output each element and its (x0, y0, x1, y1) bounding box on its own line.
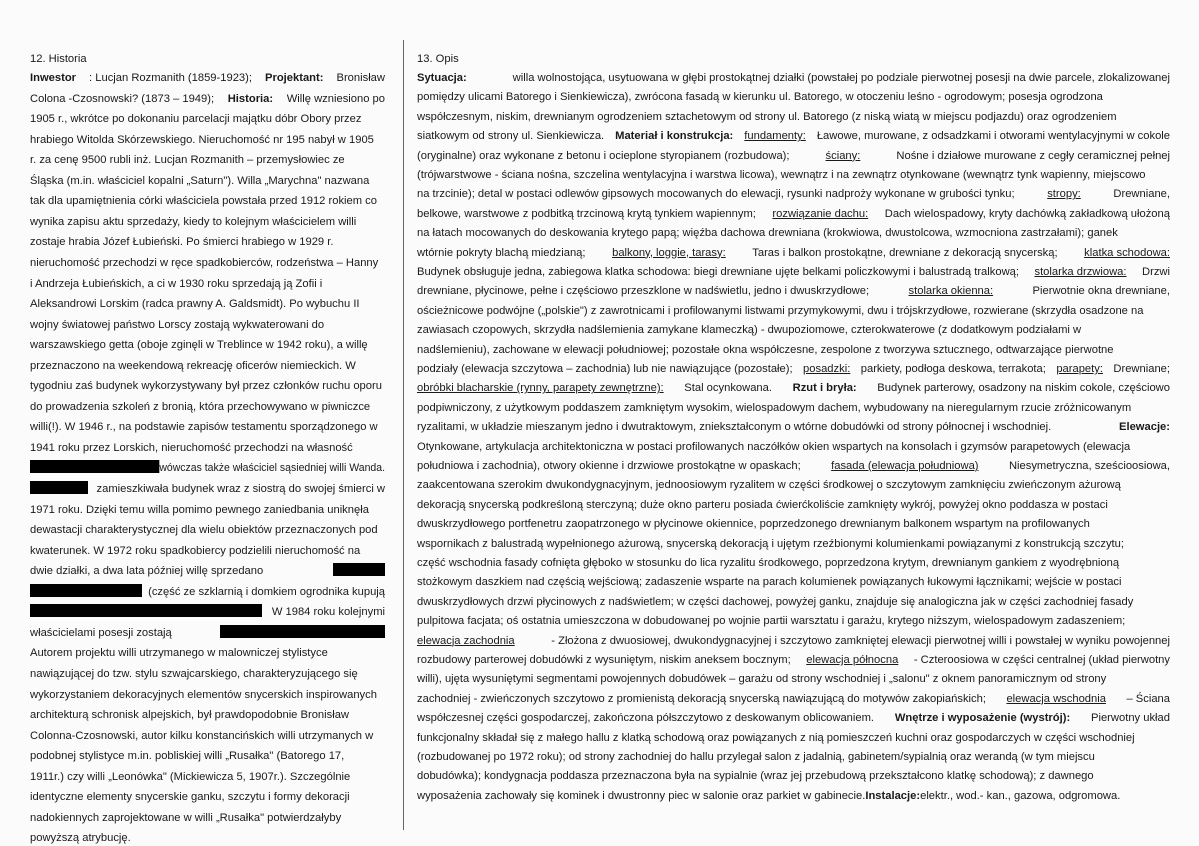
text-line (30, 152, 385, 168)
text-span: Aleksandrowi Lorskim (radca prawny A. Galdsmidt). Po wybuchu II (30, 298, 360, 311)
text-span: podpiwniczony, z użytkowym poddaszem zamkniętym wysokim, wielospadowym dachem, wybudowany na nieregularnym rzucie zróżnicowanym (417, 401, 1132, 414)
text-line (417, 768, 1170, 784)
text-span: – Ściana (1126, 692, 1170, 705)
bold-label: Elewacje: (1119, 421, 1170, 434)
bold-label: Inwestor (30, 72, 77, 84)
text-span: podobnej stylistyce m.in. pobliskiej willi „Rusałka" (Batorego 17, (30, 750, 345, 763)
description-heading: 13. Opis (417, 53, 459, 65)
underlined-term: rozwiązanie dachu: (772, 207, 869, 220)
text-line (30, 111, 385, 127)
text-line (417, 633, 1170, 649)
text-line (417, 225, 1170, 241)
text-span: funkcjonalny składał się z małego hallu z klatką schodową oraz powiązanych z nią pomieszczeń kuchni oraz gospodarczych w części wschodniej (417, 731, 1135, 744)
text-line (30, 337, 385, 353)
underlined-term: elewacja wschodnia (1006, 692, 1106, 705)
text-line (30, 419, 385, 435)
text-span: Nośne i działowe murowane z cegły ceramicznej pełnej (896, 149, 1170, 162)
text-span: parkiety, podłoga deskowa, terrakota; (860, 363, 1046, 375)
text-line (30, 666, 385, 682)
underlined-term: fasada (elewacja południowa) (831, 460, 979, 472)
bold-label: Instalacje: (865, 789, 921, 802)
text-span: Drewniane, (1113, 188, 1170, 201)
redaction-block (30, 604, 262, 617)
text-line (30, 378, 385, 394)
text-span: Willę wzniesiono po (286, 92, 385, 105)
text-line (30, 707, 385, 723)
text-span: Autorem projektu willi utrzymanego w malowniczej stylistyce (30, 647, 328, 660)
text-span: dobudówka); kondygnacja poddasza przeznaczona była na sypialnie (wraz jej przebudową przekształcono klatkę schodową); z dawnego (417, 770, 1094, 783)
text-span: Colonna-Czosnowski, autor kilku konstancińskich willi utrzymanych w (30, 729, 374, 742)
text-span: wynika zapisu aktu sprzedaży, kiedy to kolejnym właścicielem willi (30, 215, 357, 228)
text-span: współczesnej części gospodarczej, zakończona półszczytowo z deskowanym oblicowaniem. (417, 712, 875, 725)
bold-label: Wnętrze i wyposażenie (wystrój): (894, 712, 1071, 725)
text-span: wyposażenia zachowały się kominek i dwustronny piec w salonie oraz parkiet w gabinecie. (417, 789, 866, 802)
text-line (417, 691, 1170, 707)
text-span: (trójwarstwowe - ściana nośna, szczelina wentylacyjna i warstwa licowa), wewnątrz i na zewnątrz otynkowane (wewnątrz tynk wapienny, miejscowo (417, 169, 1146, 181)
text-span: belkowe, warstwowe z podbitką trzcinową krytą tynkiem wapiennym; (417, 207, 756, 220)
underlined-term: stolarka drzwiowa: (1034, 266, 1127, 278)
text-line (417, 536, 1170, 552)
text-span: Dach wielospadowy, kryty dachówką zakładkową ułożoną (884, 207, 1170, 220)
underlined-term: elewacja zachodnia (417, 634, 515, 647)
text-line (30, 173, 385, 189)
text-span: Otynkowane, artykulacja architektoniczna w postaci profilowanych naczółków okien wspartych na konsolach i gzymsów parapetowych (elewacja (417, 440, 1131, 453)
text-span: (rozbudowanej po 1972 roku); od strony zachodniej do hallu przylegał salon z jadalnią, gabinetem/sypialnią oraz werandą (w tym miejscu (417, 751, 1095, 763)
text-span: zamieszkiwała budynek wraz z siostrą do swojej śmierci w (96, 483, 385, 495)
text-line (30, 543, 385, 559)
text-span: zaakcentowana szerokim dwukondygnacyjnym, jednoosiowym ryzalitem w części środkowej o szczytowym zamknięciu zwieńczonym ażurową (417, 479, 1121, 492)
underlined-term: klatka schodowa: (1084, 246, 1170, 259)
text-line (30, 563, 385, 579)
text-line (417, 671, 1170, 687)
text-span: tygodniu zaś budynek wykorzystywany był przez członków ruchu oporu (30, 380, 382, 393)
text-line (417, 303, 1170, 319)
text-line (30, 810, 385, 826)
text-span: 1905 r., wkrótce po dokonaniu parcelacji majątku dóbr Obory przez (30, 113, 362, 126)
text-line (30, 214, 385, 230)
text-span: W 1984 roku kolejnymi (271, 606, 385, 619)
text-span: Drzwi (1142, 266, 1170, 278)
text-line (30, 728, 385, 744)
bold-label: Materiał i konstrukcja: (615, 130, 734, 143)
text-span: r. za cenę 9500 rubli inż. Lucjan Rozmanith – przemysłowiec ze (30, 154, 345, 167)
text-span: wtórnie pokryty blachą miedzianą; (417, 246, 586, 259)
text-span: willa wolnostojąca, usytuowana w głębi prostokątnej działki (powstałej po podziale pierwotnej posesji na dwie parcele, zlokalizowanej (512, 72, 1170, 84)
underlined-term: ściany: (825, 149, 861, 162)
text-line (30, 687, 385, 703)
text-line (417, 264, 1170, 280)
text-span: nawiązującej do tzw. stylu szwajcarskiego, charakteryzującego się (30, 667, 358, 680)
text-line (417, 167, 1170, 183)
text-line (30, 830, 385, 846)
text-span: dwuskrzydłowego portfenetru zaopatrzonego w płycinowe okiennice, poprzedzonego drewnianym balkonem wspartym na profilowanych (417, 518, 1090, 531)
text-span: tak dla upamiętnienia córki właściciela powstała przed 1912 rokiem co (30, 195, 377, 208)
redaction-block (220, 625, 385, 638)
text-span: 1971 roku. Dzięki temu willa pomimo pewnego zaniedbania uniknęła (30, 503, 369, 516)
underlined-term: stolarka okienna: (908, 285, 994, 298)
text-span: architekturą schronisk alpejskich, był prawdopodobnie Bronisław (30, 709, 350, 722)
text-line (30, 358, 385, 374)
text-span: hrabiego Witolda Skórzewskiego. Nieruchomość nr 195 nabył w 1905 (30, 133, 374, 146)
text-span: - Czteroosiowa w części centralnej (układ pierwotny (913, 654, 1170, 666)
text-span: (oryginalne) oraz wykonane z betonu i ocieplone styropianem (rozbudowa); (417, 149, 790, 162)
text-span: stożkowym daszkiem nad częścią wejściową; zadaszenie wsparte na parach kolumienek powiązanych łukowymi łącznikami; wejście w postaci (417, 576, 1122, 589)
text-span: zachodniej - zwieńczonych szczytowo z promienistą dekoracją snycerską nawiązującą do motywów zakopiańskich; (417, 692, 986, 705)
text-line (30, 502, 385, 518)
redaction-block (30, 584, 142, 597)
text-line (417, 128, 1170, 144)
text-span: Budynek obsługuje jedna, zabiegowa klatka schodowa: biegi drewniane ujęte belkami policzkowymi i balustradą tralkową; (417, 266, 1019, 278)
redaction-block (30, 481, 88, 494)
text-span: wówczas także właściciel sąsiedniej willi Wanda. (159, 462, 385, 475)
text-line (30, 604, 385, 620)
text-line (417, 380, 1170, 396)
text-line (30, 317, 385, 333)
text-line (417, 788, 1170, 804)
text-line (417, 400, 1170, 416)
text-line (30, 625, 385, 641)
bold-label: Sytuacja: (417, 72, 467, 84)
text-line (417, 516, 1170, 532)
text-span: dekoracją snycerską podkreśloną sterczyną; duże okno parteru posiada ćwierćkoliście zamknięty wykrój, powyżej okno poddasza w postaci (417, 498, 1108, 511)
history-heading: 12. Historia (30, 53, 87, 65)
text-line (30, 789, 385, 805)
redaction-block (333, 563, 385, 576)
text-span: wykorzystaniem dekoracyjnych elementów snycerskich inspirowanych (30, 688, 377, 701)
underlined-term: obróbki blacharskie (rynny, parapety zewnętrzne): (417, 382, 664, 395)
text-line (30, 481, 385, 497)
text-span: willi(!). W 1946 r., na podstawie zapisów testamentu sporządzonego w (30, 421, 378, 434)
text-span: właścicielami posesji zostają (30, 626, 172, 639)
text-span: podziały (elewacja szczytowa – zachodnia) lub nie nawiązujące (pozostałe); (417, 363, 793, 375)
text-span: Colona -Czosnowski? (1873 – 1949); (30, 92, 215, 105)
text-line (30, 70, 385, 86)
text-span: Śląska (m.in. właściciel kopalni „Saturn"). Willa „Marychna" nazwana (30, 174, 370, 187)
text-span: Niesymetryczna, sześcioosiowa, (1008, 460, 1170, 472)
text-span: nadokiennych zaprojektowane w willi „Rusałka" potwierdzałyby (30, 811, 342, 824)
text-span: ościeżnicowe podwójne („polskie") z zawrotnicami i profilowanymi listwami przymykowymi, dwu i trójskrzydłowe, rozwierane (skrzydła osadzone na (417, 304, 1144, 317)
text-span: warszawskiego getta (oboje zginęli w Treblince w 1942 roku), a willę (30, 339, 368, 352)
bold-label: Historia: (227, 92, 274, 105)
bold-label: Projektant: (265, 72, 324, 84)
text-span: Drewniane; (1113, 363, 1170, 375)
text-span: - Złożona z dwuosiowej, dwukondygnacyjnej i szczytowo zamkniętej elewacji pierwotnej willi i powstałej w wyniku powojennej (551, 634, 1170, 647)
text-span: (część ze szklarnią i domkiem ogrodnika kupują (148, 585, 385, 598)
redaction-block (30, 460, 159, 473)
text-span: willi), ujęta wysuniętymi segmentami powojennych dobudówek – garażu od strony wschodniej i „salonu" z oknem panoramicznym od strony (417, 673, 1107, 686)
text-line (417, 594, 1170, 610)
text-span: współczesnym, niskim, drewnianym ogrodzeniem sztachetowym od strony ul. Batorego (z niską wiatą w miejscu podjazdu) oraz ogrodzeniem (417, 110, 1117, 123)
text-span: zawiasach czopowych, skrzydła nadślemienia zamykane klameczką) - dwupoziomowe, czterokwaterowe (z dodatkowym podziałami w (417, 324, 1082, 337)
text-line (30, 91, 385, 107)
text-span: Taras i balkon prostokątne, drewniane z dekoracją snycerską; (752, 246, 1058, 259)
text-span: kwaterunek. W 1972 roku spadkobiercy podzielili nieruchomość na (30, 544, 361, 557)
text-line (417, 439, 1170, 455)
underlined-term: posadzki: (803, 363, 851, 375)
text-span: Budynek parterowy, osadzony na niskim cokole, częściowo (877, 382, 1170, 395)
underlined-term: stropy: (1047, 188, 1081, 201)
text-line (417, 574, 1170, 590)
text-span: na trzcinie); detal w postaci odlewów gipsowych mocowanych do elewacji, rysunki nadproży wykonane w grubości tynku; (417, 188, 1015, 201)
bold-label: Rzut i bryła: (792, 382, 857, 395)
text-span: identyczne elementy snycerskie ganku, szczytu i formy dekoracji (30, 791, 350, 804)
text-span: Stal ocynkowana. (684, 382, 772, 395)
text-span: dwie działki, a dwa lata później willę sprzedano (30, 565, 264, 578)
text-span: nieruchomość przechodzi w ręce spadkobierców, rodzeństwa – Hanny (30, 256, 379, 269)
text-line (30, 440, 385, 456)
text-span: siatkowym od strony ul. Sienkiewicza. (417, 130, 605, 143)
text-line (417, 419, 1170, 435)
text-line (417, 186, 1170, 202)
text-line (417, 361, 1170, 377)
text-span: drewniane, płycinowe, pełne i częściowo przeszklone w nadświetlu, jedno i dwuskrzydłowe; (417, 285, 870, 298)
text-span: przeznaczono na weekendową rekreację oficerów niemieckich. W (30, 359, 356, 372)
text-line (417, 322, 1170, 338)
text-line (417, 613, 1170, 629)
text-line (417, 89, 1170, 105)
text-line (417, 555, 1170, 571)
text-line (417, 206, 1170, 222)
text-span: zostaje hrabia Józef Łubieński. Po śmierci hrabiego w 1929 r. (30, 236, 334, 249)
text-span: nadślemieniu), zachowane w elewacji południowej; pozostałe okna współczesne, zespolone z tworzywa sztucznego, odtwarzające pierwotne (417, 343, 1114, 356)
text-span: : Lucjan Rozmanith (1859-1923); (89, 72, 252, 84)
text-span: część wschodnia fasady cofnięta głęboko w stosunku do lica ryzalitu środkowego, poprzedzona krytym, drewnianym gankiem z wyodrębnioną (417, 557, 1120, 569)
text-span: wojny światowej państwo Lorscy zostają wykwaterowani do (30, 318, 325, 331)
underlined-term: fundamenty: (744, 130, 806, 143)
text-line (417, 70, 1170, 86)
text-span: i Andrzeja Łubieńskich, a ci w 1930 roku sprzedają ją Zofii i (30, 277, 323, 290)
underlined-term: parapety: (1056, 363, 1103, 375)
text-line (30, 460, 385, 476)
text-span: rozbudowy parterowej dobudówki z wysuniętym, niskim aneksem bocznym; (417, 654, 791, 666)
text-span: wspornikach z balustradą wypełnionego ażurową, snycerską dekoracją i ujętym rzeźbionymi kolumienkami powiązanymi z konstrukcją szczytu; (417, 537, 1124, 550)
text-span: ryzalitami, w układzie mieszanym jedno i dwutraktowym, zniekształconym o wtórne dobudówki od strony północnej i wschodniej. (417, 421, 1052, 434)
text-span: 1941 roku przez Lorskich, nieruchomość przechodzi na własność (30, 441, 353, 454)
text-span: dwuskrzydłowych drzwi płycinowych z nadświetlem; w części dachowej, powyżej ganku, znajduje się analogiczna jak w części zachodniej fasady (417, 595, 1134, 608)
text-line (417, 652, 1170, 668)
text-line (30, 296, 385, 312)
text-line (30, 276, 385, 292)
text-span: Bronisław (336, 72, 385, 84)
text-line (30, 522, 385, 538)
text-line (30, 399, 385, 415)
text-line (417, 710, 1170, 726)
text-span: pulpitowa facjata; oś ostatnia umieszczona w dobudowanej po wojnie partii warsztatu i garażu, krytego niższym, wielospadowym zadaszeniem; (417, 615, 1126, 628)
text-span: 1911r.) czy willi „Leonówka" (Mickiewicza 5, 1907r.). Szczególnie (30, 770, 351, 783)
text-line (417, 245, 1170, 261)
text-line (30, 769, 385, 785)
text-line (30, 234, 385, 250)
text-span: Ławowe, murowane, z odsadzkami i otworami wentylacyjnymi w cokole (816, 130, 1170, 143)
text-line (417, 283, 1170, 299)
text-line (417, 730, 1170, 746)
text-span: Pierwotny układ (1091, 712, 1170, 725)
text-line (417, 458, 1170, 474)
text-span: Pierwotnie okna drewniane, (1032, 285, 1170, 298)
column-divider (403, 40, 404, 830)
text-span: na łatach mocowanych do deskowania krytego papą; więźba dachowa drewniana (krokwiowa, dwustolcowa, wzmocniona zastrzałami); ganek (417, 227, 1118, 240)
text-span: południowa i zachodnia), otwory okienne i drzwiowe prostokątne w opaskach; (417, 460, 801, 472)
text-line (417, 342, 1170, 358)
underlined-term: elewacja północna (806, 654, 899, 666)
text-line (417, 749, 1170, 765)
text-line (30, 255, 385, 271)
text-span: powyższą atrybucję. (30, 832, 131, 845)
text-line (30, 645, 385, 661)
underlined-term: balkony, loggie, tarasy: (612, 246, 726, 259)
text-line (417, 109, 1170, 125)
text-span: elektr., wod.- kan., gazowa, odgromowa. (920, 789, 1121, 802)
text-line (417, 477, 1170, 493)
text-line (30, 193, 385, 209)
text-span: pomiędzy ulicami Batorego i Sienkiewicza), zwrócona fasadą w kierunku ul. Batorego, w otoczeniu leśno - ogrodowym; posesja ogrodzona (417, 91, 1103, 104)
text-line (417, 148, 1170, 164)
text-line (30, 132, 385, 148)
text-span: dewastacji charakterystycznej dla wielu obiektów przeznaczonych pod (30, 524, 378, 537)
text-line (30, 584, 385, 600)
text-span: do prowadzenia szkoleń z bronią, która przechowywano w piwniczce (30, 400, 371, 413)
text-line (417, 497, 1170, 513)
text-line (30, 748, 385, 764)
